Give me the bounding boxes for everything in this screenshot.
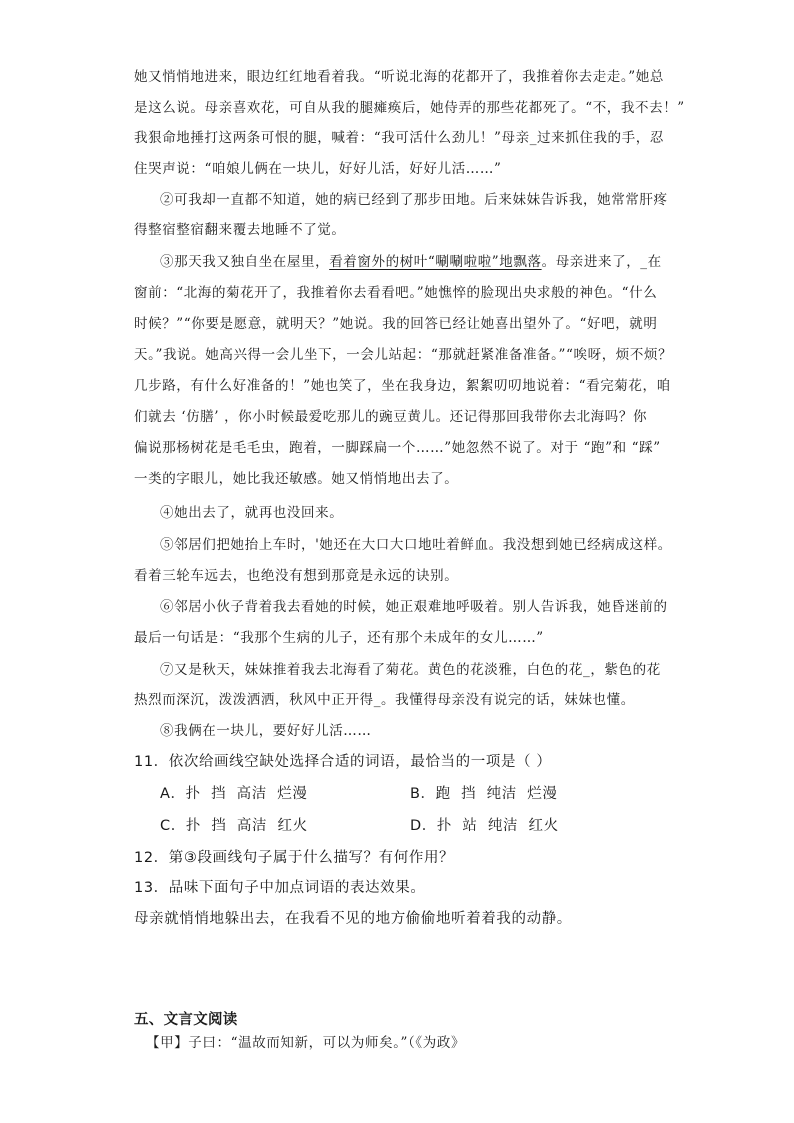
question-13: 13．品味下面句子中加点词语的表达效果。 bbox=[134, 880, 426, 896]
passage-line: 时候？”“你要是愿意，就明天？”她说。我的回答已经让她喜出望外了。“好吧，就明 bbox=[134, 316, 658, 332]
passage-line: 几步路，有什么好准备的！”她也笑了，坐在我身边，絮絮叨叨地说着：“看完菊花，咱 bbox=[134, 378, 671, 394]
option-c: C．扑 挡 高洁 红火 bbox=[160, 818, 308, 834]
passage-line: 我狠命地捶打这两条可恨的腿，喊着：“我可活什么劲儿！”母亲_过来抓住我的手，忍 bbox=[134, 130, 664, 146]
passage-line: 她又悄悄地进来，眼边红红地看着我。“听说北海的花都开了，我推着你去走走。”她总 bbox=[134, 69, 664, 85]
passage-line: 热烈而深沉，泼泼洒洒，秋风中正开得_。我懂得母亲没有说完的话，妹妹也懂。 bbox=[134, 692, 635, 708]
p3-suffix: 。母亲进来了，_在 bbox=[541, 254, 662, 270]
passage-line: 一类的字眼儿，她比我还敏感。她又悄悄地出去了。 bbox=[134, 471, 459, 487]
option-a: A．扑 挡 高洁 烂漫 bbox=[160, 786, 308, 802]
passage-line: 看着三轮车远去，也绝没有想到那竟是永远的诀别。 bbox=[134, 568, 459, 584]
classical-text-jia: 【甲】子曰：“温故而知新，可以为师矣。”（《为政》 bbox=[146, 1035, 466, 1051]
paragraph-6: ⑥邻居小伙子背着我去看她的时候，她正艰难地呼吸着。别人告诉我，她昏迷前的 bbox=[160, 599, 668, 615]
passage-line: 天。”我说。她高兴得一会儿坐下，一会儿站起：“那就赶紧准备准备。”“唉呀，烦不烦？ bbox=[134, 347, 673, 363]
passage-line: 偏说那杨树花是毛毛虫，跑着，一脚踩扁一个……”她忽然不说了。对于 “跑”和 “踩” bbox=[134, 440, 661, 456]
p3-prefix: ③那天我又独自坐在屋里， bbox=[160, 254, 330, 270]
question-11: 11．依次给画线空缺处选择合适的词语，最恰当的一项是（ ） bbox=[134, 754, 552, 770]
question-12: 12．第③段画线句子属于什么描写？有何作用？ bbox=[134, 850, 455, 866]
passage-line: 是这么说。母亲喜欢花，可自从我的腿瘫痪后，她侍弄的那些花都死了。“不，我不去！” bbox=[134, 100, 685, 116]
passage-line: 得整宿整宿翻来覆去地睡不了觉。 bbox=[134, 222, 346, 238]
paragraph-2: ②可我却一直都不知道，她的病已经到了那步田地。后来妹妹告诉我，她常常肝疼 bbox=[160, 192, 668, 208]
section-heading: 五、文言文阅读 bbox=[134, 1012, 238, 1028]
passage-line: 住哭声说：“咱娘儿俩在一块儿，好好儿活，好好儿活……” bbox=[134, 161, 502, 177]
option-b: B．跑 挡 纯洁 烂漫 bbox=[410, 786, 558, 802]
passage-line: 们就去 ‘仿膳’ ，你小时候最爱吃那儿的豌豆黄儿。还记得那回我带你去北海吗？你 bbox=[134, 409, 648, 425]
question-13-sentence: 母亲就悄悄地躲出去，在我看不见的地方偷偷地听着着我的动静。 bbox=[134, 911, 572, 927]
paragraph-5: ⑤邻居们把她抬上车时，'她还在大口大口地吐着鲜血。我没想到她已经病成这样。 bbox=[160, 537, 672, 553]
option-d: D．扑 站 纯洁 红火 bbox=[410, 818, 559, 834]
passage-line: 最后一句话是：“我那个生病的儿子，还有那个未成年的女儿……” bbox=[134, 630, 544, 646]
underlined-sentence: 看着窗外的树叶“唰唰啦啦”地飘落 bbox=[329, 254, 542, 270]
paragraph-3 bbox=[160, 252, 662, 272]
paragraph-8: ⑧我俩在一块儿，要好好儿活…… bbox=[160, 723, 372, 739]
passage-line: 窗前：“北海的菊花开了，我推着你去看看吧。”她憔悴的脸现出央求般的神色。“什么 bbox=[134, 285, 658, 301]
paragraph-4: ④她出去了，就再也没回来。 bbox=[160, 505, 344, 521]
paragraph-7: ⑦又是秋天，妹妹推着我去北海看了菊花。黄色的花淡雅，白色的花_，紫色的花 bbox=[160, 662, 661, 678]
